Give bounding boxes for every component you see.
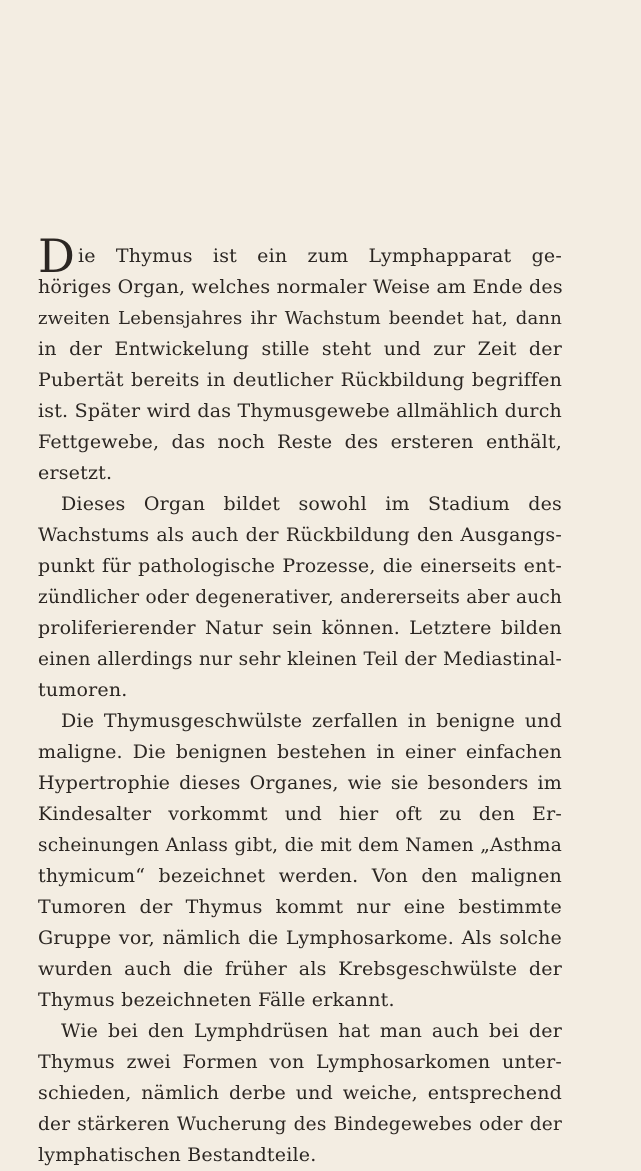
body-text <box>38 229 563 1171</box>
text-line-9: Dieses Organ bildet sowohl im Stadium des <box>61 493 562 515</box>
text-line-18: Hypertrophie dieses Organes, wie sie besonders im <box>38 772 562 794</box>
text-line-1 <box>38 229 562 283</box>
text-line-8: ersetzt. <box>38 462 113 484</box>
text-line-29: der stärkeren Wucherung des Bindegewebes oder der <box>38 1114 562 1135</box>
text-line-4: in der Entwickelung stille steht und zur Zeit der <box>38 338 562 360</box>
drop-cap: D <box>38 229 76 283</box>
text-line-6: ist. Später wird das Thymusgewebe allmählich durch <box>38 400 562 422</box>
text-line-16: Die Thymusgeschwülste zerfallen in benigne und <box>61 710 562 732</box>
text-line-3: zweiten Lebensjahres ihr Wachstum beendet hat, dann <box>38 308 562 329</box>
text-line-26: Wie bei den Lymphdrüsen hat man auch bei der <box>61 1020 562 1042</box>
text-line-11: punkt für pathologische Prozesse, die einerseits ent- <box>38 555 562 577</box>
text-line-14: einen allerdings nur sehr kleinen Teil der Mediastinal- <box>38 649 562 670</box>
text-line-19: Kindesalter vorkommt und hier oft zu den Er- <box>38 803 562 825</box>
text-line-24: wurden auch die früher als Krebsgeschwülste der <box>38 958 562 980</box>
text-line-20: scheinungen Anlass gibt, die mit dem Namen „Asthma <box>38 835 562 856</box>
text-line-28: schieden, nämlich derbe und weiche, entsprechend <box>38 1082 562 1104</box>
text-line-2: höriges Organ, welches normaler Weise am Ende des <box>38 276 563 298</box>
text-line-13: proliferierender Natur sein können. Letztere bilden <box>38 617 562 639</box>
text-line-10: Wachstums als auch der Rückbildung den Ausgangs- <box>38 524 562 546</box>
text-line-21: thymicum“ bezeichnet werden. Von den malignen <box>38 865 562 887</box>
text-line-22: Tumoren der Thymus kommt nur eine bestimmte <box>38 896 562 918</box>
text-line-7: Fettgewebe, das noch Reste des ersteren enthält, <box>38 431 562 453</box>
text-line-30: lymphatischen Bestandteile. <box>38 1144 317 1166</box>
text-line-17: maligne. Die benignen bestehen in einer einfachen <box>38 741 562 763</box>
text-line-5: Pubertät bereits in deutlicher Rückbildung begriffen <box>38 369 562 391</box>
text-line-25: Thymus bezeichneten Fälle erkannt. <box>38 989 395 1011</box>
text-line-12: zündlicher oder degenerativer, andererseits aber auch <box>38 587 562 608</box>
text-line-23: Gruppe vor, nämlich die Lymphosarkome. Als solche <box>38 927 562 949</box>
text-line-15: tumoren. <box>38 679 128 701</box>
text-line-27: Thymus zwei Formen von Lymphosarkomen unter- <box>38 1051 562 1073</box>
text-line-1-content: ie Thymus ist ein zum Lymphapparat ge- <box>78 245 562 267</box>
